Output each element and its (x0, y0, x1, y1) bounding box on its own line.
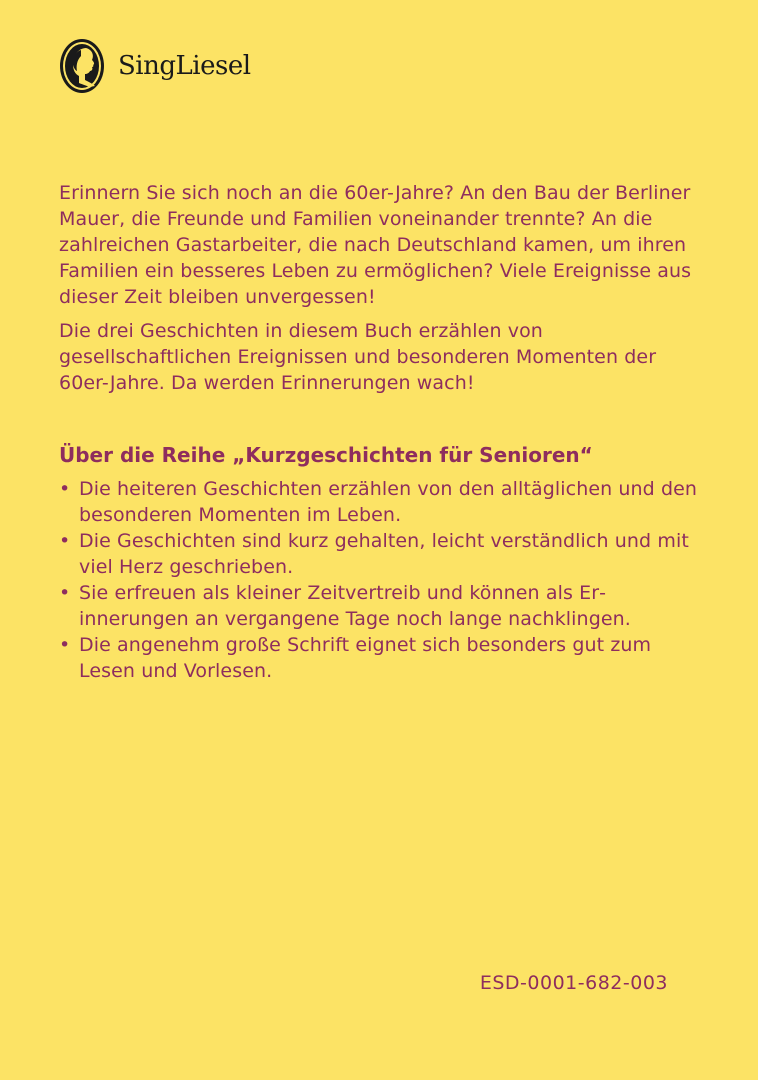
list-item: • Die heiteren Geschichten erzählen von den alltäglichen und den besonderen Momenten im Leben. (59, 476, 699, 528)
intro-paragraph: Die drei Geschichten in diesem Buch erzählen von gesellschaftlichen Ereignissen und besonderen Momenten der 60er-Jahre. Da werden Erinnerungen wach! (59, 320, 657, 394)
brand-logo (59, 38, 251, 94)
list-item: • Sie erfreuen als kleiner Zeitvertreib und können als Erinnerungen an vergangene Tage noch lange nachklingen. (59, 580, 699, 632)
product-code: ESD-0001-682-003 (479, 972, 668, 994)
series-bullet-list (59, 476, 699, 684)
list-item: • Die Geschichten sind kurz gehalten, leicht verständlich und mit viel Herz geschrieben. (59, 528, 699, 580)
list-item: • Die angenehm große Schrift eignet sich besonders gut zum Lesen und Vorlesen. (59, 632, 699, 684)
back-cover-content (59, 180, 699, 684)
intro-paragraph: Erinnern Sie sich noch an die 60er-Jahre? An den Bau der Berliner Mauer, die Freunde und Familien voneinander trennte? An die zahlreichen Gastarbeiter, die nach Deutschland kamen, um ihren Familien ein besseres Leben zu ermöglichen? Viele Ereignisse aus dieser Zeit bleiben unvergessen! (59, 182, 692, 308)
woman-silhouette-icon (59, 38, 105, 94)
series-heading: Über die Reihe „Kurzgeschichten für Senioren“ (59, 443, 593, 467)
brand-name: SingLiesel (118, 51, 251, 81)
